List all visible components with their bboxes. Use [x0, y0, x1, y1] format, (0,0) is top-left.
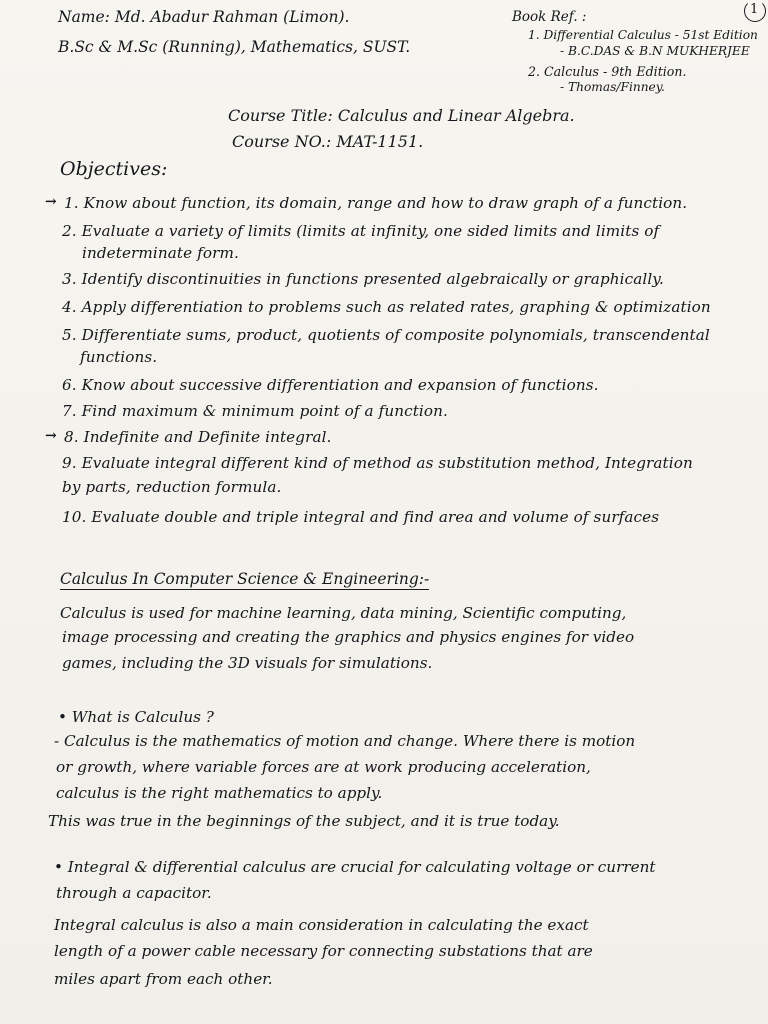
- what-is-question: • What is Calculus ?: [58, 708, 214, 726]
- course-title: Course Title: Calculus and Linear Algebra.: [228, 106, 575, 125]
- what-is-line-3: calculus is the right mathematics to apply.: [56, 784, 383, 802]
- objective-6: 6. Know about successive differentiation and expansion of functions.: [62, 376, 599, 394]
- arrow-marker-8: →: [45, 428, 57, 444]
- book-ref-item-1-author: - B.C.DAS & B.N MUKHERJEE: [560, 44, 750, 58]
- integral-line-4: length of a power cable necessary for connecting substations that are: [54, 942, 593, 960]
- objective-2-cont: indeterminate form.: [82, 244, 239, 262]
- cse-line-2: image processing and creating the graphics and physics engines for video: [62, 628, 635, 646]
- book-ref-item-2-author: - Thomas/Finney.: [560, 80, 665, 94]
- objective-10: 10. Evaluate double and triple integral and find area and volume of surfaces: [62, 508, 660, 526]
- author-degree: B.Sc & M.Sc (Running), Mathematics, SUST.: [58, 38, 411, 56]
- objective-9: 9. Evaluate integral different kind of method as substitution method, Integration: [62, 454, 693, 472]
- objective-7: 7. Find maximum & minimum point of a function.: [62, 402, 448, 420]
- objective-5-cont: functions.: [80, 348, 158, 366]
- page-number-circle: [744, 0, 766, 22]
- book-ref-item-2: 2. Calculus - 9th Edition.: [528, 64, 687, 79]
- objective-4: 4. Apply differentiation to problems such as related rates, graphing & optimization: [62, 298, 711, 316]
- cse-heading-text: Calculus In Computer Science & Engineering:-: [60, 570, 430, 588]
- objective-5: 5. Differentiate sums, product, quotients of composite polynomials, transcendental: [62, 326, 710, 344]
- page-number: 1: [750, 2, 759, 17]
- integral-line-3: Integral calculus is also a main consideration in calculating the exact: [54, 916, 589, 934]
- cse-line-3: games, including the 3D visuals for simulations.: [62, 654, 433, 672]
- objectives-heading: Objectives:: [60, 158, 168, 180]
- arrow-marker-1: →: [45, 194, 57, 210]
- cse-line-1: Calculus is used for machine learning, data mining, Scientific computing,: [60, 604, 627, 622]
- objective-3: 3. Identify discontinuities in functions presented algebraically or graphically.: [62, 270, 664, 288]
- course-number: Course NO.: MAT-1151.: [232, 132, 424, 151]
- cse-heading: [60, 570, 429, 588]
- integral-line-2: through a capacitor.: [56, 884, 212, 902]
- what-is-line-4: This was true in the beginnings of the subject, and it is true today.: [48, 812, 560, 830]
- book-ref-label: Book Ref. :: [512, 9, 587, 25]
- objective-1: 1. Know about function, its domain, range and how to draw graph of a function.: [64, 194, 688, 212]
- book-ref-item-1: 1. Differential Calculus - 51st Edition: [528, 28, 758, 42]
- objective-2: 2. Evaluate a variety of limits (limits at infinity, one sided limits and limits of: [62, 222, 660, 240]
- what-is-line-2: or growth, where variable forces are at work producing acceleration,: [56, 758, 591, 776]
- integral-line-5: miles apart from each other.: [54, 970, 273, 988]
- integral-line-1: • Integral & differential calculus are crucial for calculating voltage or current: [54, 858, 656, 876]
- objective-8: 8. Indefinite and Definite integral.: [64, 428, 332, 446]
- what-is-line-1: - Calculus is the mathematics of motion and change. Where there is motion: [54, 732, 636, 750]
- author-name: Name: Md. Abadur Rahman (Limon).: [58, 8, 350, 26]
- objective-9-cont: by parts, reduction formula.: [62, 478, 282, 496]
